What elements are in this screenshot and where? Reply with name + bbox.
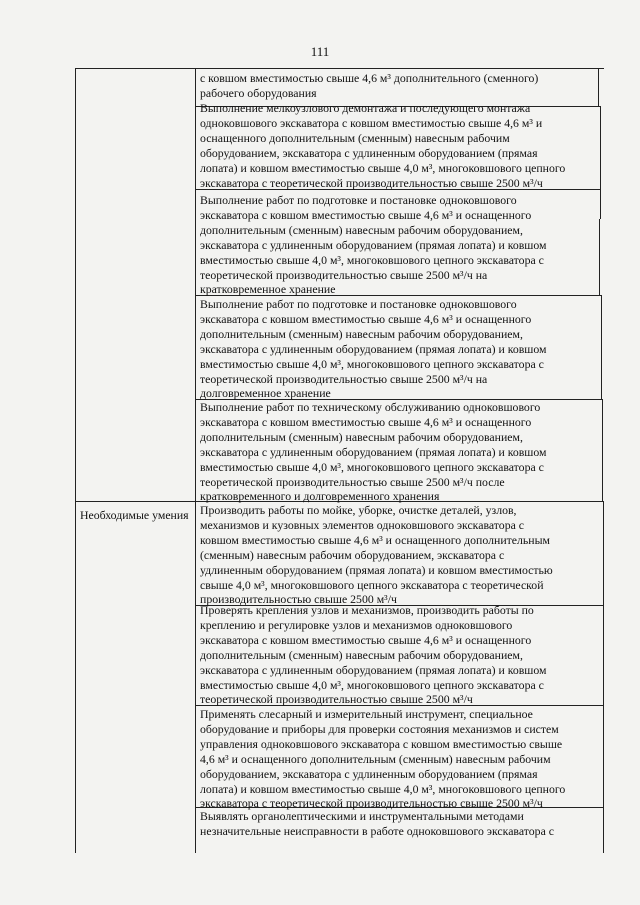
cell-border: [600, 106, 601, 219]
page-number: 111: [310, 44, 330, 59]
table-cell: Выполнение работ по подготовке и постановке одноковшового экскаватора с ковшом вместимостью свыше 4,6 м³ и оснащенного дополнительным (сменным) навесным рабочим оборудованием, экскаватора с удлиненным оборудованием (прямая лопата) и ковшом вместимостью свыше 4,0 м³, многоковшового цепного экскаватора с теоретической производительностью свыше 2500 м³/ч на кратковременное хранение: [200, 193, 547, 297]
row-label-skills: Необходимые умения: [80, 508, 189, 522]
table-cell: Применять слесарный и измерительный инструмент, специальное оборудование и приборы для проверки состояния механизмов и систем управления одноковшового экскаватора с ковшом вместимостью свыше 4,6 м³ и оснащенного дополнительным (сменным) навесным рабочим оборудованием, экскаватора с удлиненным оборудованием (прямая лопата) и ковшом вместимостью свыше 4,0 м³, многоковшового цепного экскаватора с теоретической производительностью свыше 2500 м³/ч: [200, 707, 566, 811]
cell-border: [602, 399, 603, 501]
column-divider: [195, 69, 196, 853]
table-cell: Выполнение мелкоузлового демонтажа и последующего монтажа одноковшового экскаватора с ковшом вместимостью свыше 4,6 м³ и оснащенного дополнительным (сменным) навесным рабочим оборудованием, экскаватора с удлиненным оборудованием (прямая лопата) и ковшом вместимостью свыше 4,0 м³, многоковшового цепного экскаватора с теоретической производительностью свыше 2500 м³/ч: [200, 101, 566, 190]
cell-border: [599, 219, 600, 295]
table-cell: Выполнение работ по техническому обслуживанию одноковшового экскаватора с ковшом вместимостью свыше 4,6 м³ и оснащенного дополнительным (сменным) навесным рабочим оборудованием, экскаватора с удлиненным оборудованием (прямая лопата) и ковшом вместимостью свыше 4,0 м³, многоковшового цепного экскаватора с теоретической производительностью свыше 2500 м³/ч после кратковременного и долговременного хранения: [200, 400, 547, 504]
table-cell: с ковшом вместимостью свыше 4,6 м³ дополнительного (сменного) рабочего оборудования: [200, 71, 539, 100]
cell-border: [603, 501, 604, 853]
competency-table: [75, 68, 604, 853]
table-cell: Производить работы по мойке, уборке, очистке деталей, узлов, механизмов и кузовных элементов одноковшового экскаватора с ковшом вместимостью свыше 4,6 м³ и оснащенного дополнительным (сменным) навесным рабочим оборудованием, экскаватора с удлиненным оборудованием (прямая лопата) и ковшом вместимостью свыше 4,0 м³, многоковшового цепного экскаватора с теоретической производительностью свыше 2500 м³/ч: [200, 503, 553, 607]
table-cell: Проверять крепления узлов и механизмов, производить работы по креплению и регулировке узлов и механизмов одноковшового экскаватора с ковшом вместимостью свыше 4,6 м³ и оснащенного дополнительным (сменным) навесным рабочим оборудованием, экскаватора с удлиненным оборудованием (прямая лопата) и ковшом вместимостью свыше 4,0 м³, многоковшового цепного экскаватора с теоретической производительностью свыше 2500 м³/ч: [200, 603, 547, 707]
cell-border: [601, 295, 602, 399]
cell-border: [598, 69, 599, 106]
table-cell: Выявлять органолептическими и инструментальными методами незначительные неисправности в работе одноковшового экскаватора с: [200, 809, 554, 838]
table-cell: Выполнение работ по подготовке и постановке одноковшового экскаватора с ковшом вместимостью свыше 4,6 м³ и оснащенного дополнительным (сменным) навесным рабочим оборудованием, экскаватора с удлиненным оборудованием (прямая лопата) и ковшом вместимостью свыше 4,0 м³, многоковшового цепного экскаватора с теоретической производительностью свыше 2500 м³/ч на долговременное хранение: [200, 297, 547, 401]
